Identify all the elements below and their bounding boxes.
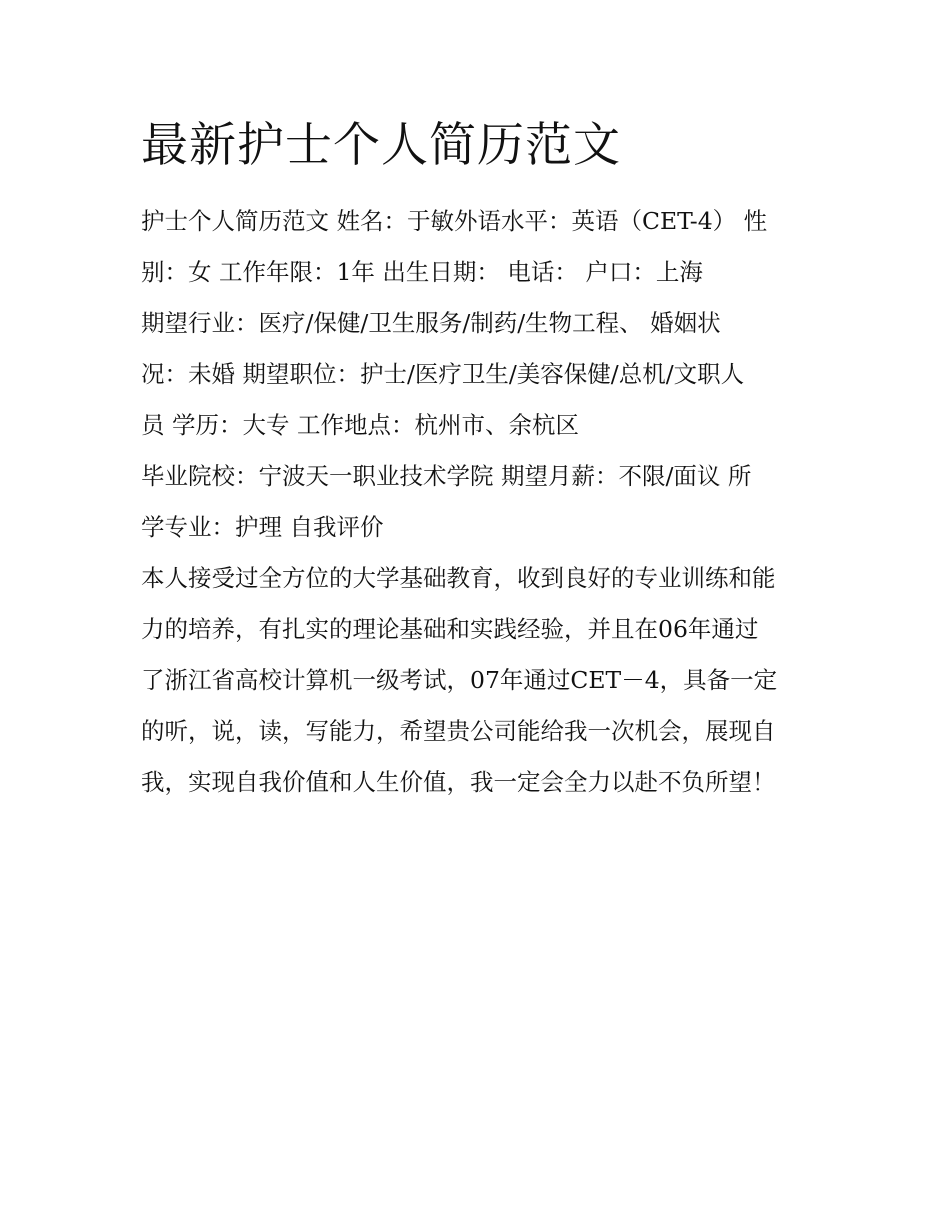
text-line: 本人接受过全方位的大学基础教育，收到良好的专业训练和能 <box>141 564 776 592</box>
text-line: 力的培养，有扎实的理论基础和实践经验，并且在06年通过 <box>141 615 759 643</box>
text-line: 的听，说，读，写能力，希望贵公司能给我一次机会，展现自 <box>141 717 776 745</box>
text-line: 我，实现自我价值和人生价值，我一定会全力以赴不负所望！ <box>141 768 776 796</box>
text-line: 况：未婚 期望职位：护士/医疗卫生/美容保健/总机/文职人 <box>141 360 745 388</box>
text-line: 学专业：护理 自我评价 <box>141 513 384 541</box>
text-line: 员 学历：大专 工作地点：杭州市、余杭区 <box>141 411 579 439</box>
text-line: 了浙江省高校计算机一级考试，07年通过CET－4，具备一定 <box>141 666 778 694</box>
text-line: 期望行业：医疗/保健/卫生服务/制药/生物工程、 婚姻状 <box>141 309 721 337</box>
text-line: 别：女 工作年限：1年 出生日期： 电话： 户口：上海 <box>141 258 703 286</box>
text-line: 护士个人简历范文 姓名：于敏外语水平：英语（CET-4） 性 <box>141 207 768 235</box>
page-title: 最新护士个人简历范文 <box>141 118 621 173</box>
text-line: 毕业院校：宁波天一职业技术学院 期望月薪：不限/面议 所 <box>141 462 752 490</box>
